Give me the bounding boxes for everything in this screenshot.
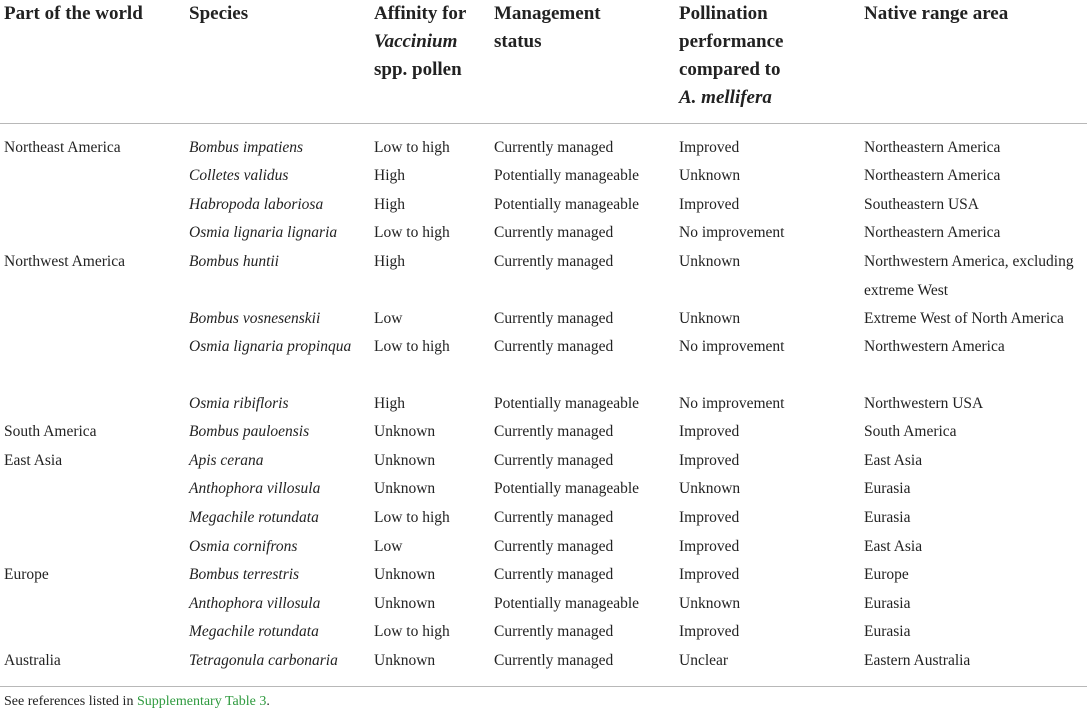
cell-range: Eurasia [864, 595, 911, 612]
cell-management: Currently managed [494, 623, 614, 640]
cell-pollination: Unclear [679, 652, 729, 669]
header-line: Part of the world [4, 3, 143, 24]
col-header-range [864, 0, 1088, 28]
cell-species: Megachile rotundata [189, 509, 319, 526]
cell-species: Osmia lignaria propinqua [189, 338, 352, 355]
cell-affinity: High [374, 196, 405, 213]
cell-range: South America [864, 423, 957, 440]
cell-species: Bombus vosnesenskii [189, 310, 321, 327]
cell-management: Currently managed [494, 509, 614, 526]
cell-species: Tetragonula carbonaria [189, 652, 338, 669]
cell-species: Bombus huntii [189, 253, 279, 270]
cell-pollination: Improved [679, 196, 740, 213]
cell-affinity: Low [374, 538, 403, 555]
cell-pollination: Improved [679, 566, 740, 583]
cell-management: Currently managed [494, 423, 614, 440]
cell-pollination: Improved [679, 423, 740, 440]
cell-management: Currently managed [494, 253, 614, 270]
cell-management: Currently managed [494, 452, 614, 469]
cell-management: Potentially manageable [494, 196, 640, 213]
cell-affinity: Unknown [374, 566, 436, 583]
cell-range: Eastern Australia [864, 652, 971, 669]
header-line: spp. pollen [374, 59, 462, 80]
cell-range: Northwestern America [864, 338, 1005, 355]
cell-range: Northeastern America [864, 167, 1001, 184]
cell-management: Currently managed [494, 538, 614, 555]
cell-species: Anthophora villosula [189, 595, 321, 612]
cell-affinity: Low to high [374, 224, 450, 241]
col-header-region [4, 0, 184, 28]
footnote-prefix: See references listed in [4, 694, 137, 709]
cell-range: Northwestern USA [864, 395, 984, 412]
table-footnote [4, 694, 270, 710]
cell-species: Osmia ribifloris [189, 395, 289, 412]
cell-affinity: Unknown [374, 480, 436, 497]
cell-affinity: Unknown [374, 595, 436, 612]
cell-pollination: Unknown [679, 253, 741, 270]
cell-management: Currently managed [494, 139, 614, 156]
cell-region: East Asia [4, 452, 63, 469]
cell-affinity: Low to high [374, 338, 450, 355]
footnote-suffix: . [266, 694, 270, 709]
cell-affinity: High [374, 167, 405, 184]
header-divider [0, 123, 1087, 124]
cell-range: Northeastern America [864, 224, 1001, 241]
cell-region: Europe [4, 566, 49, 583]
table-header [0, 0, 1091, 124]
cell-affinity: Unknown [374, 652, 436, 669]
cell-range: East Asia [864, 538, 923, 555]
cell-management: Potentially manageable [494, 595, 640, 612]
cell-pollination: No improvement [679, 395, 785, 412]
cell-management: Currently managed [494, 566, 614, 583]
header-line: Pollination [679, 3, 768, 24]
cell-species: Colletes validus [189, 167, 289, 184]
cell-pollination: Improved [679, 452, 740, 469]
header-line: performance [679, 31, 784, 52]
cell-pollination: Improved [679, 139, 740, 156]
cell-affinity: Low to high [374, 509, 450, 526]
col-header-species [189, 0, 369, 28]
cell-pollination: Improved [679, 538, 740, 555]
supplementary-table-link[interactable]: Supplementary Table 3 [136, 694, 267, 709]
cell-pollination: No improvement [679, 224, 785, 241]
cell-region: Australia [4, 652, 61, 669]
cell-pollination: Unknown [679, 595, 741, 612]
cell-range: Eurasia [864, 480, 911, 497]
cell-affinity: Low to high [374, 139, 450, 156]
cell-affinity: High [374, 253, 405, 270]
cell-species: Bombus terrestris [189, 566, 300, 583]
col-header-pollination [679, 0, 859, 112]
cell-affinity: Low [374, 310, 403, 327]
header-line: compared to [679, 59, 781, 80]
cell-pollination: Unknown [679, 167, 741, 184]
table-bottom-divider [0, 686, 1087, 687]
cell-species: Anthophora villosula [189, 480, 321, 497]
cell-management: Currently managed [494, 310, 614, 327]
cell-management: Potentially manageable [494, 480, 640, 497]
cell-region: South America [4, 423, 97, 440]
cell-species: Apis cerana [189, 452, 264, 469]
col-header-affinity [374, 0, 489, 84]
header-line: status [494, 31, 542, 52]
cell-range: East Asia [864, 452, 923, 469]
header-line: Vaccinium [374, 31, 458, 52]
cell-pollination: Unknown [679, 480, 741, 497]
cell-species: Megachile rotundata [189, 623, 319, 640]
cell-species: Osmia cornifrons [189, 538, 298, 555]
cell-region: Northeast America [4, 139, 121, 156]
header-line: A. mellifera [679, 87, 772, 108]
cell-species: Habropoda laboriosa [189, 196, 324, 213]
cell-management: Currently managed [494, 338, 614, 355]
header-line: Species [189, 3, 249, 24]
cell-range: Europe [864, 566, 909, 583]
cell-management: Potentially manageable [494, 167, 640, 184]
cell-range: Northwestern America, excluding extreme West [864, 253, 1074, 299]
cell-range: Northeastern America [864, 139, 1001, 156]
cell-region: Northwest America [4, 253, 125, 270]
cell-affinity: High [374, 395, 405, 412]
cell-range: Extreme West of North America [864, 310, 1064, 327]
cell-management: Currently managed [494, 224, 614, 241]
cell-management: Potentially manageable [494, 395, 640, 412]
cell-range: Southeastern USA [864, 196, 979, 213]
cell-affinity: Low to high [374, 623, 450, 640]
cell-range: Eurasia [864, 623, 911, 640]
cell-species: Osmia lignaria lignaria [189, 224, 338, 241]
cell-affinity: Unknown [374, 452, 436, 469]
cell-range: Eurasia [864, 509, 911, 526]
header-line: Management [494, 3, 601, 24]
cell-pollination: Unknown [679, 310, 741, 327]
cell-management: Currently managed [494, 652, 614, 669]
header-line: Affinity for [374, 3, 467, 24]
cell-pollination: No improvement [679, 338, 785, 355]
cell-species: Bombus pauloensis [189, 423, 310, 440]
cell-pollination: Improved [679, 623, 740, 640]
cell-affinity: Unknown [374, 423, 436, 440]
col-header-management [494, 0, 674, 56]
cell-pollination: Improved [679, 509, 740, 526]
cell-species: Bombus impatiens [189, 139, 304, 156]
header-line: Native range area [864, 3, 1009, 24]
